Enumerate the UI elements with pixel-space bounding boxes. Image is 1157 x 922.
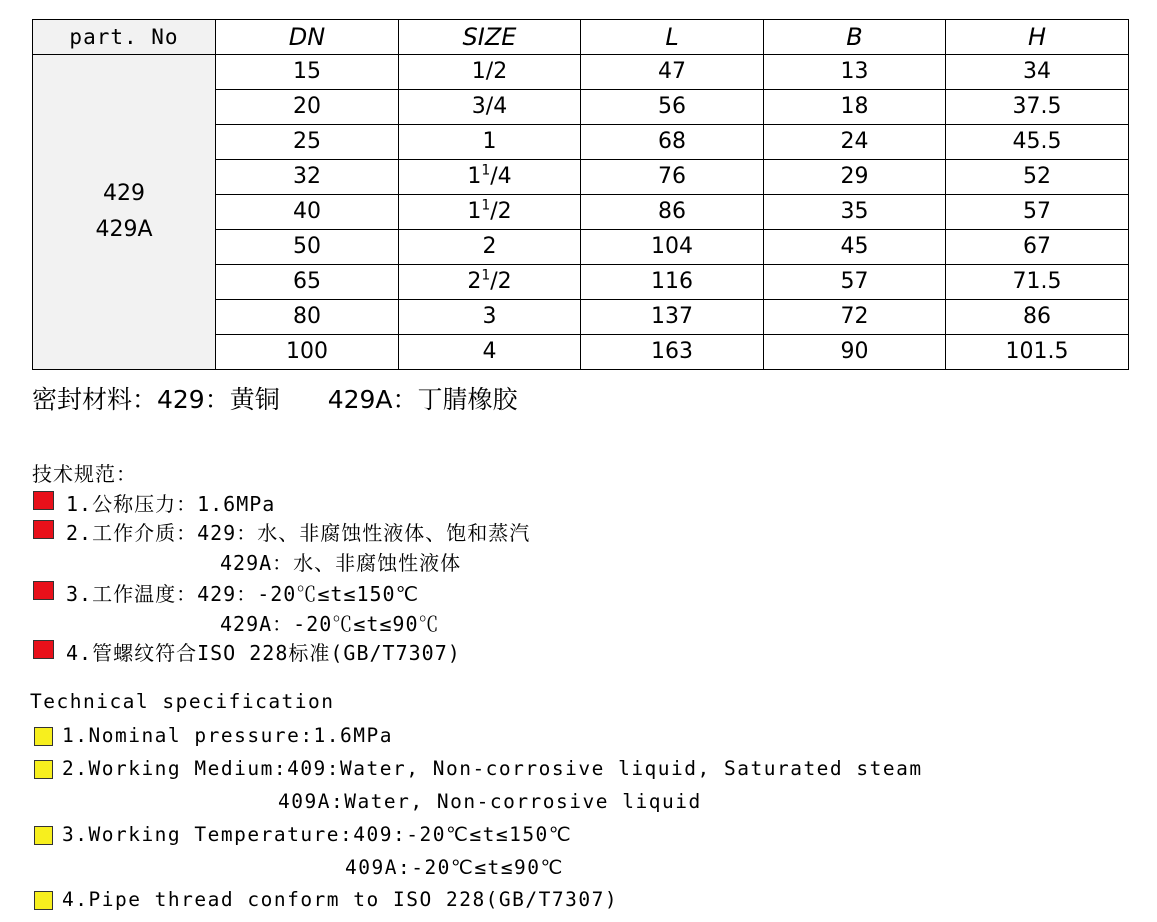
seal-material-429: 密封材料：429：黄铜 [32,385,280,414]
size-superscript: 1 [481,267,491,284]
header-h: H [946,20,1129,55]
cell-h: 67 [946,230,1129,265]
yellow-square-icon [34,891,53,910]
en-spec-item-4: 4.Pipe thread conform to ISO 228(GB/T7307) [62,888,619,911]
red-square-icon [33,520,54,539]
yellow-square-icon [34,760,53,779]
size-whole: 4 [482,339,497,364]
size-fraction: 3/4 [471,94,508,119]
cell-l: 116 [581,265,764,300]
cell-b: 35 [764,195,946,230]
cell-size [399,300,581,335]
cell-l: 68 [581,125,764,160]
size-whole: 2 [467,269,482,294]
cn-spec-item-1: 1.公称压力：1.6MPa [66,492,276,516]
cell-h: 45.5 [946,125,1129,160]
cell-dn: 20 [216,90,399,125]
cell-h: 71.5 [946,265,1129,300]
en-spec-title: Technical specification [30,690,335,713]
size-whole: 1 [467,199,482,224]
en-spec-item-2-cont: 409A:Water, Non-corrosive liquid [278,790,702,813]
size-fraction: /4 [490,164,512,189]
cell-b: 72 [764,300,946,335]
cell-dn: 40 [216,195,399,230]
en-spec-item-2: 2.Working Medium:409:Water, Non-corrosive liquid, Saturated steam [62,757,923,780]
size-whole: 2 [482,234,497,259]
cn-spec-item-4: 4.管螺纹符合ISO 228标准(GB/T7307) [66,641,461,665]
cell-b: 57 [764,265,946,300]
part-number-429a: 429A [95,217,153,242]
size-whole: 1 [482,129,497,154]
cell-b: 18 [764,90,946,125]
cell-l: 47 [581,55,764,90]
part-number-429: 429 [103,181,145,206]
cell-size [399,230,581,265]
cell-h: 52 [946,160,1129,195]
cell-size [399,335,581,370]
cell-size [399,125,581,160]
size-whole: 1 [467,164,482,189]
size-superscript: 1 [481,162,491,179]
cell-dn: 100 [216,335,399,370]
spec-table [32,19,1129,370]
cell-dn: 15 [216,55,399,90]
table-header-row [33,20,1129,55]
en-spec-item-1: 1.Nominal pressure:1.6MPa [62,724,393,747]
red-square-icon [33,491,54,510]
cell-h: 34 [946,55,1129,90]
cell-b: 24 [764,125,946,160]
cell-size [399,195,581,230]
cell-l: 104 [581,230,764,265]
table-body [33,55,1129,370]
cell-dn: 80 [216,300,399,335]
cn-spec-title: 技术规范： [32,462,137,486]
yellow-square-icon [34,727,53,746]
cell-dn: 25 [216,125,399,160]
red-square-icon [33,640,54,659]
red-square-icon [33,581,54,600]
cell-size [399,90,581,125]
cell-l: 137 [581,300,764,335]
cell-l: 163 [581,335,764,370]
cell-b: 13 [764,55,946,90]
yellow-square-icon [34,826,53,845]
cell-dn: 32 [216,160,399,195]
cn-spec-item-2: 2.工作介质：429：水、非腐蚀性液体、饱和蒸汽 [66,521,531,545]
cell-b: 29 [764,160,946,195]
cell-l: 76 [581,160,764,195]
cell-l: 86 [581,195,764,230]
part-number-cell [33,55,216,370]
seal-material-line [32,380,518,416]
size-fraction: /2 [490,199,512,224]
en-spec-item-3: 3.Working Temperature:409:-20℃≤t≤150℃ [62,823,573,846]
cell-h: 37.5 [946,90,1129,125]
header-size: SIZE [399,20,581,55]
cell-size [399,265,581,300]
cn-spec-item-3-cont: 429A：-20℃≤t≤90℃ [220,612,440,636]
cell-h: 57 [946,195,1129,230]
header-part-no: part. No [33,20,216,55]
cell-dn: 65 [216,265,399,300]
en-spec-item-3-cont: 409A:-20℃≤t≤90℃ [345,856,564,879]
cell-h: 101.5 [946,335,1129,370]
header-l: L [581,20,764,55]
header-b: B [764,20,946,55]
cell-l: 56 [581,90,764,125]
cell-size [399,55,581,90]
cn-spec-item-2-cont: 429A：水、非腐蚀性液体 [220,551,462,575]
cell-h: 86 [946,300,1129,335]
size-superscript: 1 [481,197,491,214]
header-dn: DN [216,20,399,55]
cell-b: 90 [764,335,946,370]
cell-size [399,160,581,195]
seal-material-429a: 429A：丁腈橡胶 [327,385,518,414]
cn-spec-item-3: 3.工作温度：429：-20℃≤t≤150℃ [66,582,420,606]
cell-b: 45 [764,230,946,265]
size-fraction: /2 [490,269,512,294]
size-fraction: 1/2 [471,59,508,84]
size-whole: 3 [482,304,497,329]
cell-dn: 50 [216,230,399,265]
table-row [33,55,1129,90]
